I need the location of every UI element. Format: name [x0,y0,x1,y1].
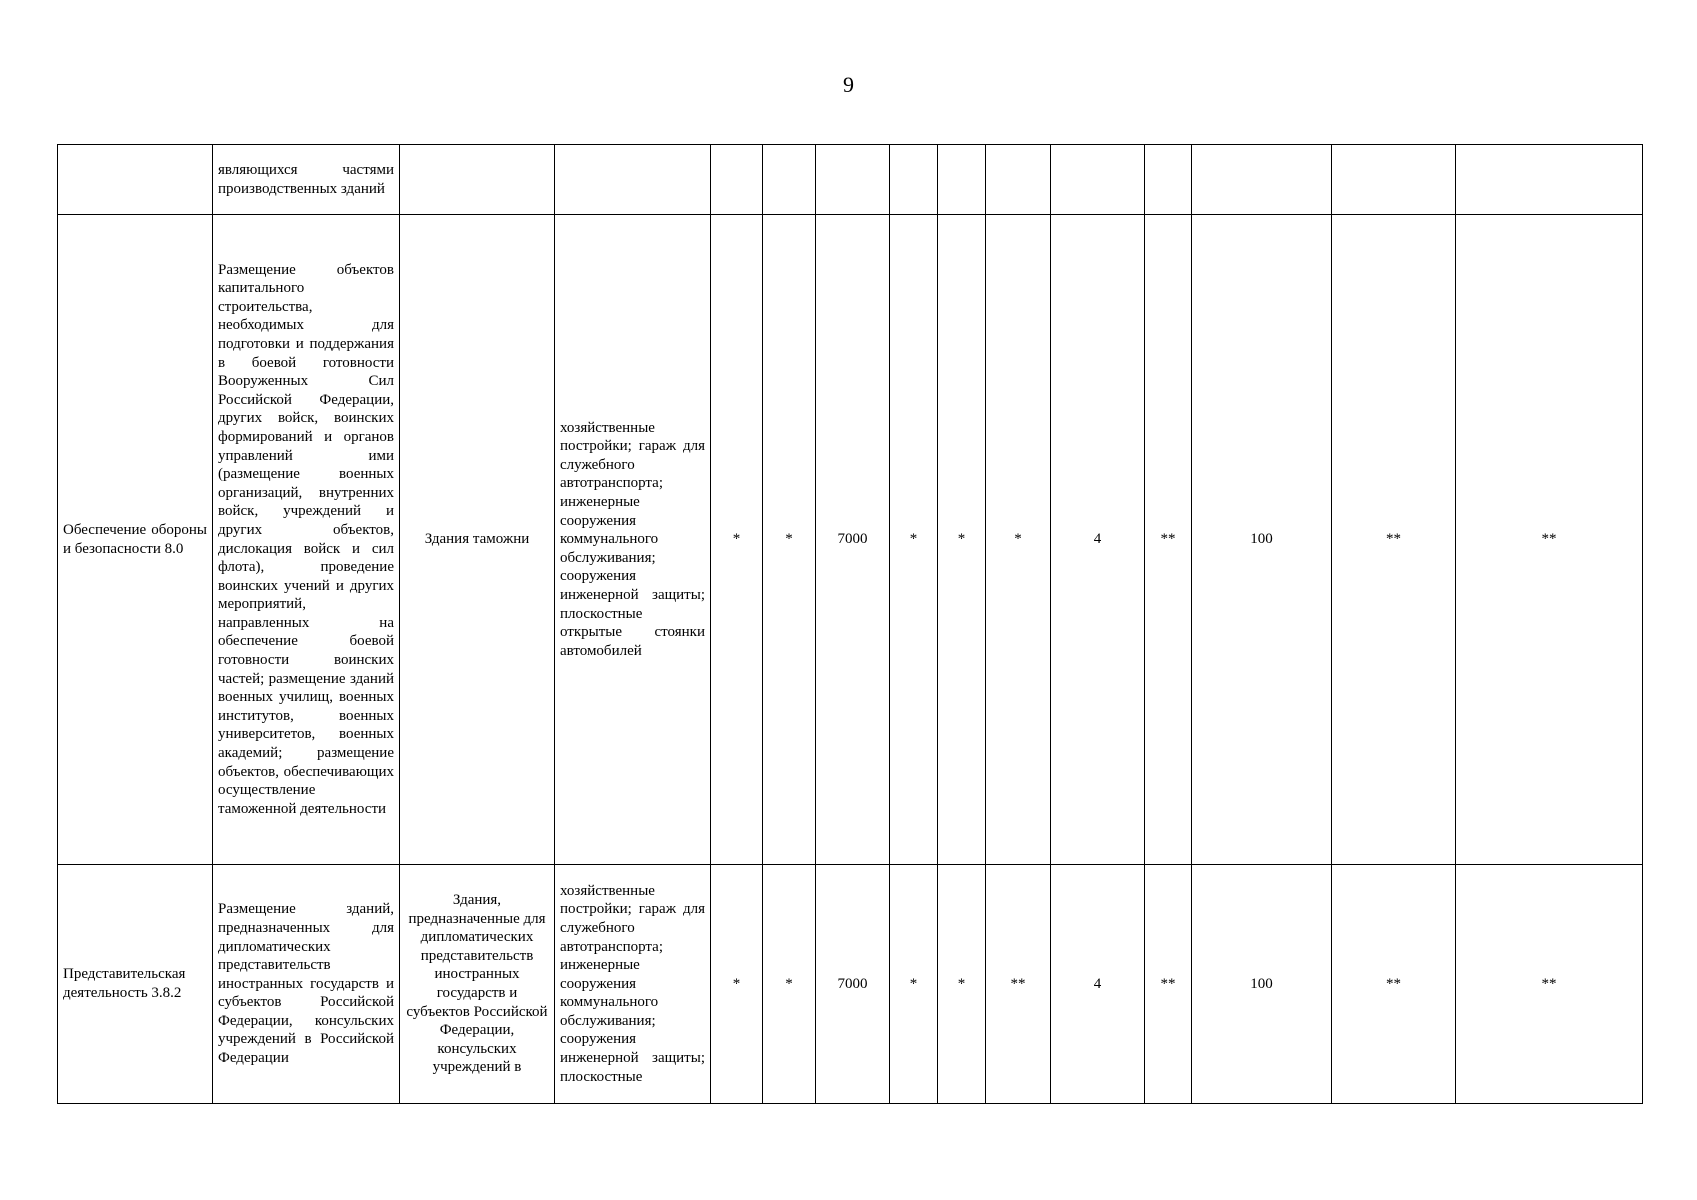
value-cell: * [890,215,938,865]
description-cell: являющихся частями производственных зданий [213,145,400,215]
value-cell [763,145,816,215]
value-cell: ** [1456,865,1643,1104]
value-cell: 4 [1051,215,1145,865]
value-cell: ** [1145,865,1192,1104]
table-row [58,145,1643,215]
value-cell [711,145,763,215]
value-cell [1192,145,1332,215]
table-row [58,865,1643,1104]
table-row [58,215,1643,865]
zoning-table [57,144,1643,1104]
value-cell [1145,145,1192,215]
value-cell: * [938,215,986,865]
page-number: 9 [843,72,854,97]
value-cell: ** [1145,215,1192,865]
value-cell: 100 [1192,215,1332,865]
value-cell: 7000 [816,215,890,865]
main-building-cell: Здания, предназначенные для дипломатических представительств иностранных государств и субъектов Российской Федерации, консульских учреждений в [400,865,555,1104]
value-cell: * [763,215,816,865]
value-cell: 7000 [816,865,890,1104]
value-cell: ** [1456,215,1643,865]
value-cell: 4 [1051,865,1145,1104]
value-cell: 100 [1192,865,1332,1104]
value-cell [938,145,986,215]
auxiliary-buildings-cell [555,145,711,215]
value-cell: ** [1332,865,1456,1104]
value-cell: * [763,865,816,1104]
auxiliary-buildings-cell: хозяйственные постройки; гараж для служебного автотранспорта; инженерные сооружения коммунального обслуживания; сооружения инженерной защиты; плоскостные [555,865,711,1104]
value-cell: * [986,215,1051,865]
value-cell: * [711,215,763,865]
land-use-type-cell: Представительская деятельность 3.8.2 [58,865,213,1104]
value-cell [816,145,890,215]
value-cell: * [938,865,986,1104]
auxiliary-buildings-cell: хозяйственные постройки; гараж для служебного автотранспорта; инженерные сооружения коммунального обслуживания; сооружения инженерной защиты; плоскостные открытые стоянки автомобилей [555,215,711,865]
value-cell: ** [986,865,1051,1104]
value-cell [1051,145,1145,215]
main-building-cell: Здания таможни [400,215,555,865]
description-cell: Размещение объектов капитального строительства, необходимых для подготовки и поддержания в боевой готовности Вооруженных Сил Российской Федерации, других войск, воинских формирований и органов управлений ими (размещение военных организаций, внутренних войск, учреждений и других объектов, дислокация войск и сил флота), проведение воинских учений и других мероприятий, направленных на обеспечение боевой готовности воинских частей; размещение зданий военных училищ, военных институтов, военных университетов, военных академий; размещение объектов, обеспечивающих осуществление таможенной деятельности [213,215,400,865]
value-cell: * [890,865,938,1104]
value-cell [1456,145,1643,215]
land-use-type-cell: Обеспечение обороны и безопасности 8.0 [58,215,213,865]
land-use-type-cell [58,145,213,215]
value-cell [1332,145,1456,215]
value-cell [986,145,1051,215]
main-building-cell [400,145,555,215]
description-cell: Размещение зданий, предназначенных для дипломатических представительств иностранных государств и субъектов Российской Федерации, консульских учреждений в Российской Федерации [213,865,400,1104]
value-cell: * [711,865,763,1104]
value-cell [890,145,938,215]
value-cell: ** [1332,215,1456,865]
